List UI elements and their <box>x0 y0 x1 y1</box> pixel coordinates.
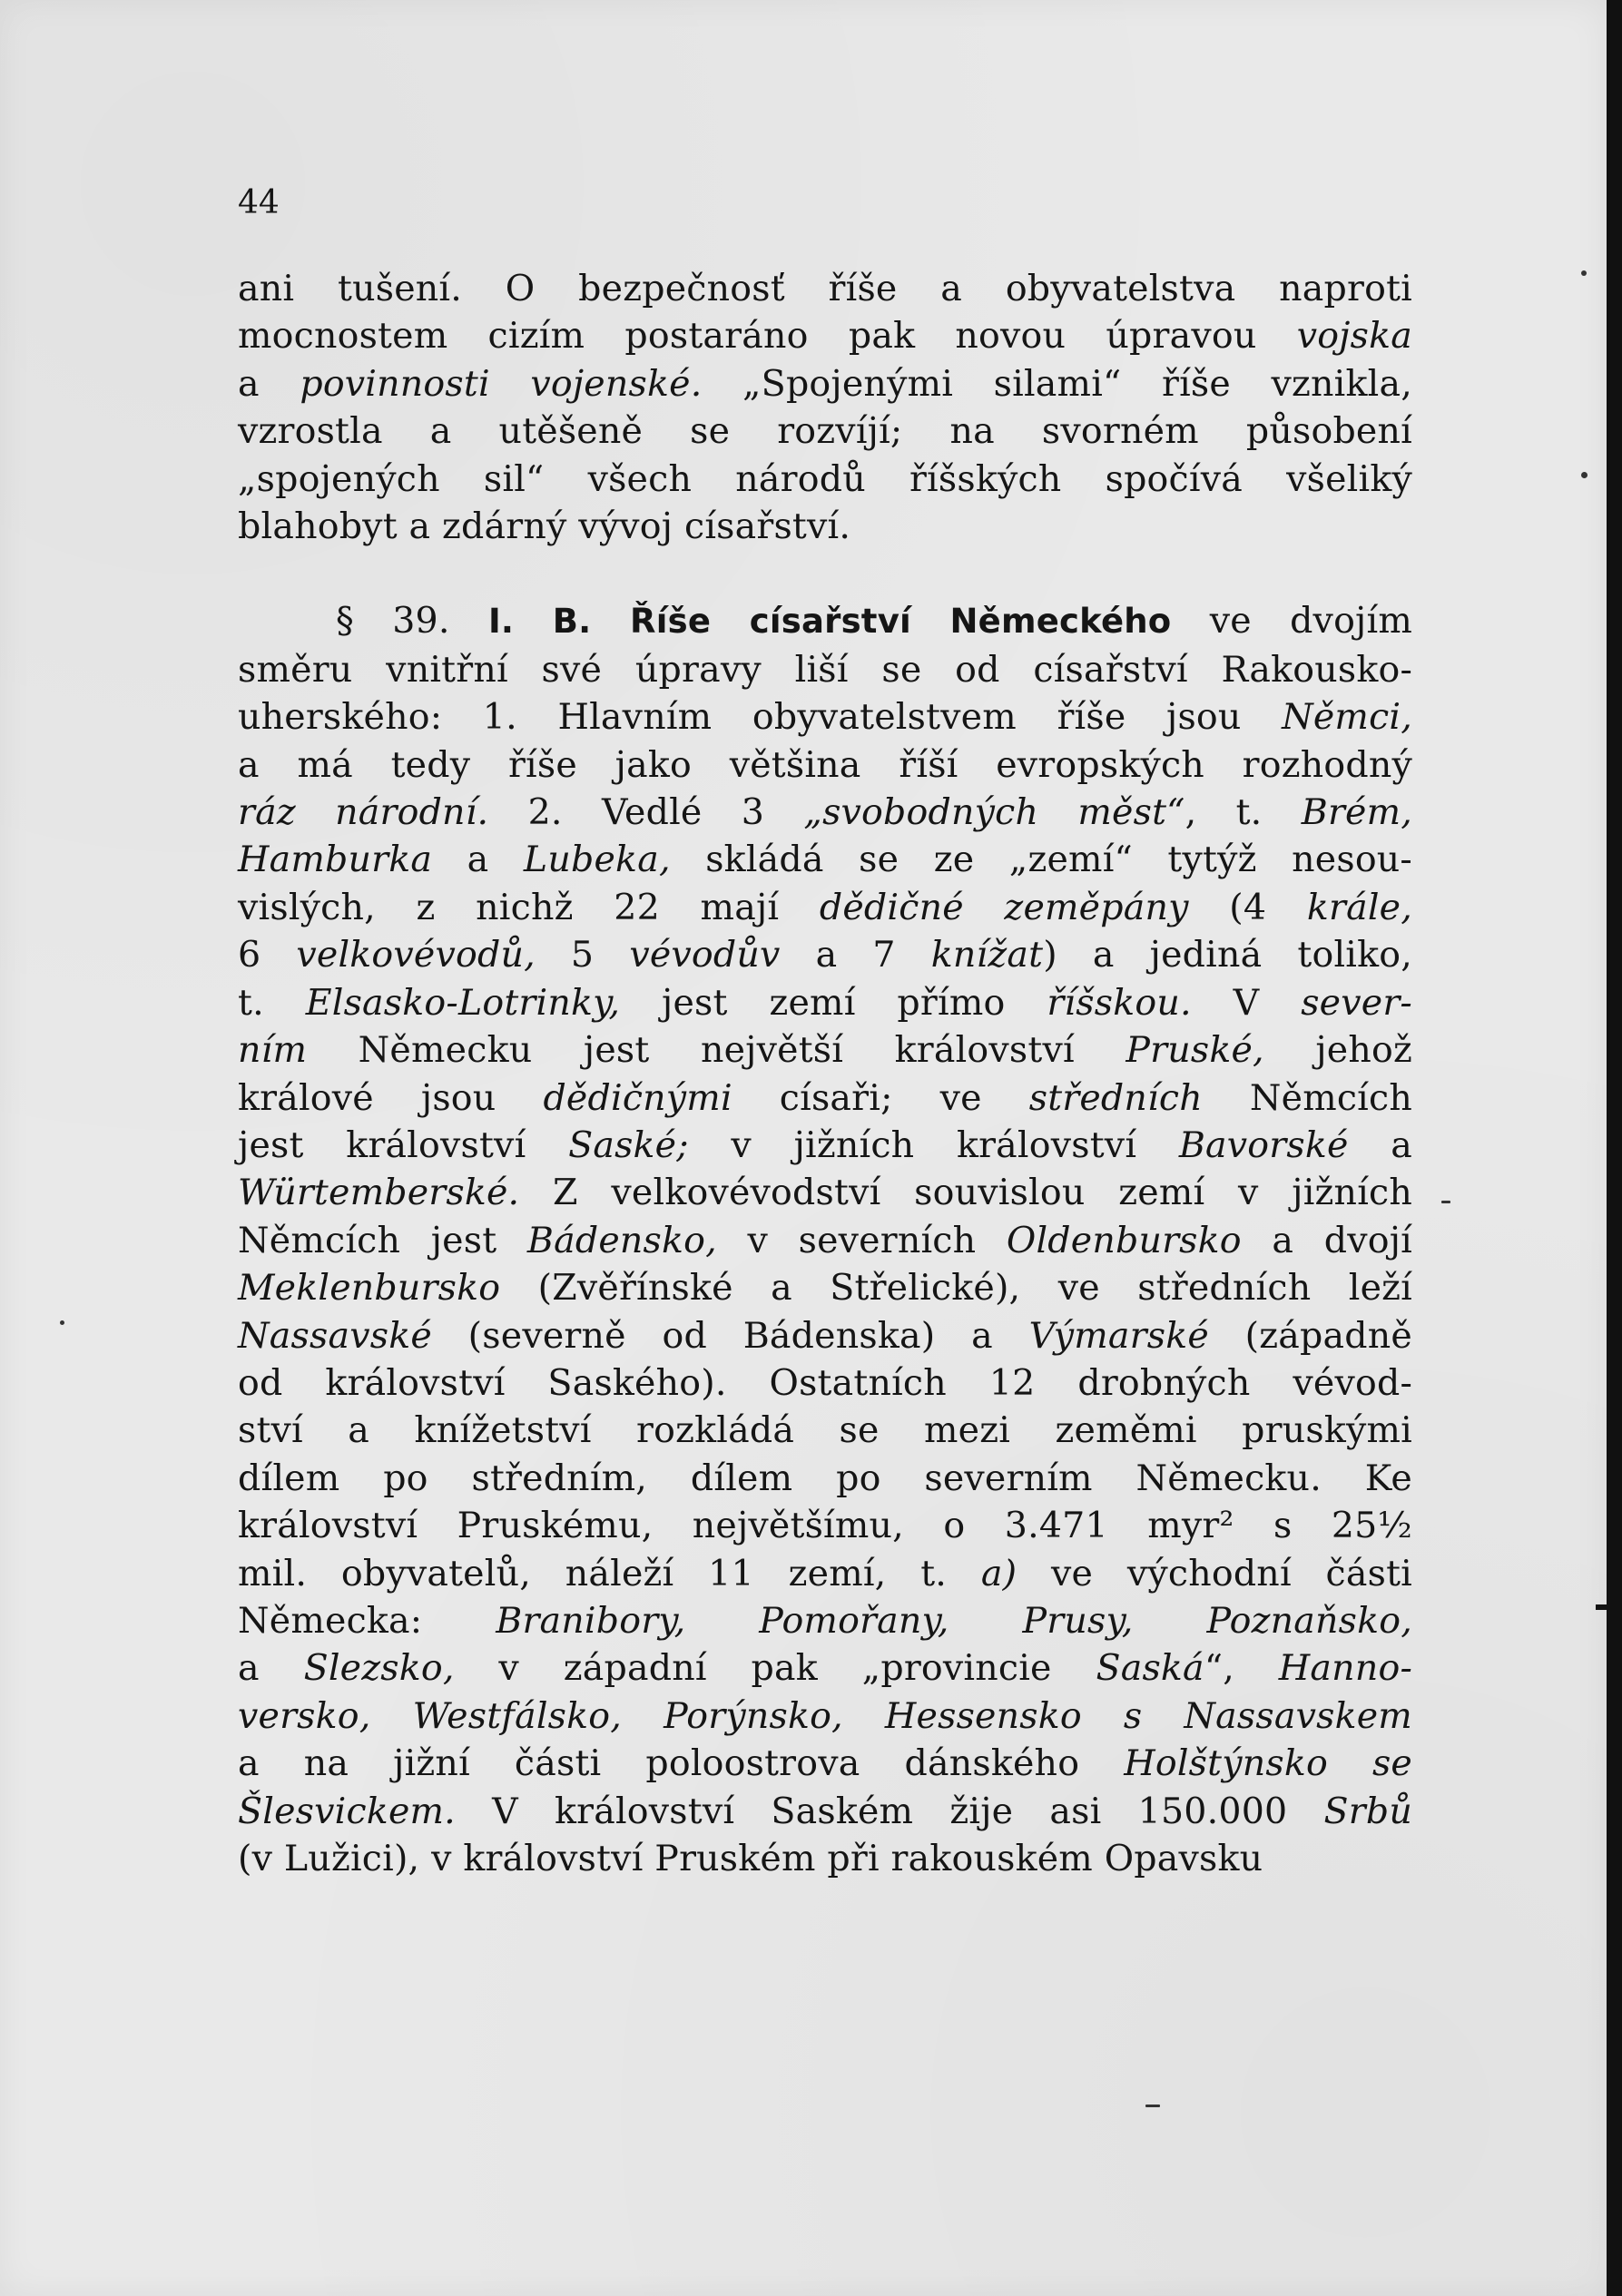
text-run: 6 <box>238 934 297 976</box>
italic-run: Šlesvickem. <box>238 1790 456 1832</box>
text-line <box>238 1122 1412 1169</box>
italic-run: Pruské, <box>1126 1029 1264 1072</box>
text-line <box>238 1644 1412 1692</box>
italic-run: Branibory, <box>496 1599 686 1642</box>
text-line <box>238 1455 1412 1502</box>
text-line <box>238 456 1412 503</box>
text-run <box>1134 1600 1207 1642</box>
text-line <box>238 931 1412 978</box>
text-run: a na jižní části poloostrova dánského <box>238 1742 1125 1785</box>
text-line <box>238 979 1412 1026</box>
text-line <box>238 836 1412 883</box>
italic-run: Würtemberské. <box>238 1172 520 1214</box>
scan-speck <box>60 1320 64 1325</box>
text-line <box>238 1740 1412 1787</box>
text-run: směru vnitřní své úpravy liší se od císařství Rakousko- <box>238 648 1412 691</box>
text-run: , t. <box>1185 791 1302 834</box>
italic-run: Prusy, <box>1022 1599 1134 1642</box>
text-run: 5 <box>535 934 630 976</box>
italic-run: ráz národní. <box>238 791 489 834</box>
text-run: vislých, z nichž 22 mají <box>238 886 820 928</box>
italic-run: Porýnsko, <box>664 1694 843 1737</box>
text-line <box>238 1359 1412 1407</box>
italic-run: Slezsko, <box>303 1647 455 1690</box>
scan-dark-edge-notch <box>1596 1604 1607 1610</box>
italic-run: sever- <box>1301 981 1412 1024</box>
scan-speck <box>1145 2105 1160 2107</box>
italic-run: Hanno- <box>1278 1647 1412 1690</box>
scan-speck <box>1581 270 1587 276</box>
text-run: a <box>238 362 300 405</box>
italic-run: Hamburka <box>238 839 433 881</box>
text-run <box>371 1695 413 1737</box>
italic-run: Výmarské <box>1028 1314 1209 1357</box>
text-line <box>238 1217 1412 1264</box>
text-run: mocnostem cizím postaráno pak novou úpravou <box>238 315 1297 358</box>
italic-run: vojska <box>1296 315 1412 358</box>
text-line <box>238 1169 1412 1216</box>
italic-run: Saská <box>1096 1647 1204 1690</box>
italic-run: dědičné zeměpány <box>819 886 1189 928</box>
text-run: (Zvěřínské a Střelické), ve středních leží <box>500 1267 1412 1310</box>
text-run: a 7 <box>780 934 931 976</box>
text-run: jehož <box>1263 1029 1412 1072</box>
italic-run: Westfálsko, <box>412 1694 623 1737</box>
italic-run: Meklenbursko <box>238 1267 501 1310</box>
italic-run: „svobodných měst“ <box>803 791 1185 834</box>
text-run: skládá se ze „zemí“ tytýž nesou- <box>670 839 1412 881</box>
text-line <box>238 1597 1412 1644</box>
text-run: „spojených sil“ všech národů říšských spočívá všeliký <box>238 457 1412 500</box>
italic-run: povinnosti vojenské. <box>300 362 703 405</box>
body-text <box>238 265 1412 1882</box>
text-run: t. <box>238 981 306 1024</box>
text-run: Z velkovévodství souvislou zemí v jižních <box>519 1172 1412 1214</box>
text-line <box>238 1264 1412 1311</box>
italic-run: středních <box>1028 1076 1203 1119</box>
text-run: a <box>1348 1123 1412 1166</box>
italic-run: Srbů <box>1323 1790 1412 1832</box>
scan-speck <box>1581 472 1588 478</box>
text-line <box>238 1693 1412 1740</box>
text-run: ani tušení. O bezpečnosť říše a obyvatelstva naproti <box>238 268 1412 309</box>
text-line <box>238 884 1412 931</box>
text-line <box>238 407 1412 455</box>
text-run <box>949 1600 1023 1642</box>
text-run <box>622 1695 664 1737</box>
text-run: a má tedy říše jako většina říší evropských rozhodný <box>238 743 1412 786</box>
paragraph-gap <box>238 550 1412 597</box>
text-run: Německa: <box>238 1599 496 1642</box>
italic-run: knížat <box>930 934 1044 976</box>
text-line <box>238 265 1412 312</box>
italic-run: Hessensko s Nassavskem <box>884 1694 1412 1737</box>
text-line <box>238 1502 1412 1549</box>
italic-run: říšskou. <box>1047 981 1192 1024</box>
text-line <box>238 1312 1412 1359</box>
paragraph-2 <box>238 597 1412 1882</box>
text-run: Němcích jest <box>238 1219 527 1261</box>
text-line <box>238 1550 1412 1597</box>
text-run: a dvojí <box>1241 1219 1412 1261</box>
text-line <box>238 597 1412 645</box>
text-run: a <box>432 839 524 881</box>
text-line <box>238 1407 1412 1454</box>
italic-run: Holštýnsko se <box>1124 1742 1412 1785</box>
scan-dark-edge <box>1607 0 1622 2296</box>
text-run: ství a knížetství rozkládá se mezi zeměmi pruskými <box>238 1409 1412 1452</box>
text-line <box>238 503 1412 550</box>
text-run: království Pruskému, největšímu, o 3.471 myr² s 25½ <box>238 1505 1412 1547</box>
text-run: 2. Vedlé 3 <box>488 791 804 834</box>
italic-run: a) <box>980 1552 1017 1594</box>
scan-speck <box>1441 1201 1450 1203</box>
text-run: dílem po středním, dílem po severním Německu. Ke <box>238 1457 1412 1499</box>
text-run: v severních <box>716 1219 1007 1261</box>
text-run: (západně <box>1208 1314 1412 1357</box>
italic-run: Lubeka, <box>523 839 671 881</box>
italic-run: dědičnými <box>543 1076 732 1119</box>
text-run: (severně od Bádenska) a <box>431 1314 1029 1357</box>
italic-run: Bádensko, <box>526 1219 717 1261</box>
text-run: Německu jest největší království <box>307 1029 1126 1072</box>
text-line <box>238 646 1412 693</box>
text-run: vzrostla a utěšeně se rozvíjí; na svorném působení <box>238 410 1412 453</box>
text-run: jest království <box>238 1123 569 1166</box>
italic-run: versko, <box>238 1694 371 1737</box>
italic-run: Poznaňsko, <box>1206 1599 1412 1642</box>
text-line <box>238 1026 1412 1074</box>
text-run: V království Saském žije asi 150.000 <box>455 1790 1324 1832</box>
text-run: ve východní části <box>1017 1552 1412 1594</box>
text-run: císaři; ve <box>732 1076 1029 1119</box>
text-run: uherského: 1. Hlavním obyvatelstvem říše jsou <box>238 696 1283 739</box>
section-heading: I. B. Říše císařství Německého <box>487 602 1172 642</box>
text-run: ve dvojím <box>1171 600 1412 643</box>
text-run: “, <box>1204 1647 1279 1690</box>
text-run: v jižních království <box>688 1123 1179 1166</box>
text-run: králové jsou <box>238 1076 544 1119</box>
paragraph-1 <box>238 265 1412 550</box>
italic-run: velkovévodů, <box>296 934 536 976</box>
italic-run: vévodův <box>629 934 781 976</box>
italic-run: Brém, <box>1301 791 1413 834</box>
italic-run: Saské; <box>568 1123 689 1166</box>
text-run: (v Lužici), v království Pruském při rakouském Opavsku <box>238 1838 1263 1879</box>
italic-run: ním <box>238 1029 308 1072</box>
italic-run: Němci, <box>1282 696 1412 739</box>
text-run: mil. obyvatelů, náleží 11 zemí, t. <box>238 1552 981 1594</box>
text-run: a <box>238 1647 304 1690</box>
text-line <box>238 693 1412 741</box>
text-run: jest zemí přímo <box>620 981 1047 1024</box>
text-line <box>238 1788 1412 1835</box>
text-run: ) a jediná toliko, <box>1043 934 1413 976</box>
text-run: „Spojenými silami“ říše vznikla, <box>702 362 1412 405</box>
text-line <box>238 1835 1412 1882</box>
italic-run: Bavorské <box>1178 1123 1349 1166</box>
text-run: V <box>1191 981 1302 1024</box>
text-line <box>238 312 1412 359</box>
text-run: (4 <box>1188 886 1307 928</box>
italic-run: Nassavské <box>238 1314 432 1357</box>
text-run: Němcích <box>1202 1076 1412 1119</box>
text-run <box>685 1600 759 1642</box>
text-run: v západní pak „provincie <box>454 1647 1096 1690</box>
page-number: 44 <box>238 184 280 221</box>
text-line <box>238 360 1412 407</box>
text-line <box>238 1074 1412 1122</box>
text-run: blahobyt a zdárný vývoj císařství. <box>238 505 851 548</box>
italic-run: krále, <box>1306 886 1412 928</box>
text-line <box>238 741 1412 789</box>
italic-run: Oldenbursko <box>1006 1219 1242 1261</box>
italic-run: Pomořany, <box>759 1599 949 1642</box>
italic-run: Elsasko-Lotrinky, <box>305 981 621 1024</box>
text-line <box>238 789 1412 836</box>
text-run: § 39. <box>336 600 488 643</box>
text-run <box>843 1695 885 1737</box>
text-run: od království Saského). Ostatních 12 drobných vévod- <box>238 1361 1412 1404</box>
